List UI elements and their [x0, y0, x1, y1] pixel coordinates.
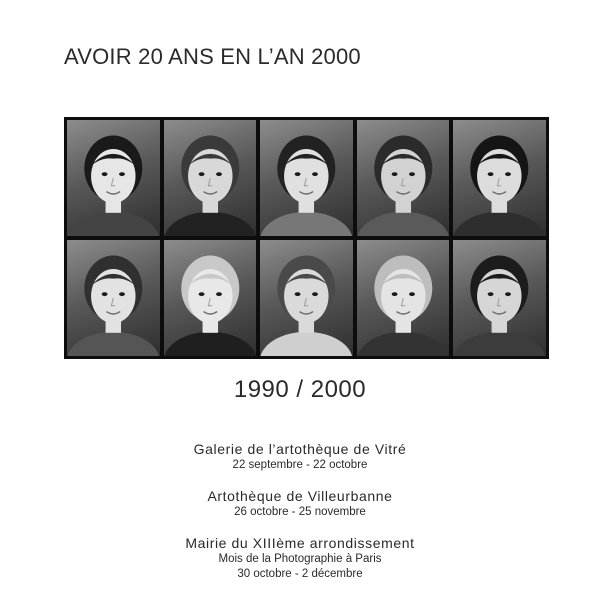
venue-dates: 26 octobre - 25 novembre [234, 506, 366, 518]
portrait-grid [64, 117, 549, 359]
portrait-photo-9 [357, 240, 450, 356]
portrait-girl-bangs-image [67, 120, 160, 236]
portrait-boy-dark-hair-image [453, 240, 546, 356]
portrait-photo-4 [357, 120, 450, 236]
shoulders-shape [260, 332, 353, 356]
shoulders-shape [357, 332, 450, 356]
eye-shape [295, 172, 301, 176]
eye-shape [295, 292, 301, 296]
eye-shape [198, 292, 204, 296]
shoulders-shape [164, 212, 257, 236]
venue-name: Mairie du XIIIème arrondissement [185, 535, 415, 551]
shoulders-shape [67, 212, 160, 236]
venue-paris [0, 535, 600, 582]
eye-shape [409, 292, 415, 296]
venue-dates: 30 octobre - 2 décembre [237, 568, 363, 580]
venue-name: Artothèque de Villeurbanne [207, 488, 393, 504]
portrait-photo-7 [164, 240, 257, 356]
shoulders-shape [453, 332, 546, 356]
shoulders-shape [67, 332, 160, 356]
page-title: AVOIR 20 ANS EN L’AN 2000 [64, 44, 361, 69]
portrait-photo-2 [164, 120, 257, 236]
shoulders-shape [453, 212, 546, 236]
portrait-boy-smiling-image [164, 120, 257, 236]
eye-shape [119, 292, 125, 296]
portrait-photo-10 [453, 240, 546, 356]
portrait-photo-5 [453, 120, 546, 236]
venue-villeurbanne [0, 488, 600, 520]
venue-event: Mois de la Photographie à Paris [218, 553, 382, 565]
eye-shape [488, 172, 494, 176]
portrait-boy-hand-chin-image [357, 120, 450, 236]
portrait-photo-8 [260, 240, 353, 356]
eye-shape [409, 172, 415, 176]
portrait-girl-open-mouth-image [453, 120, 546, 236]
portrait-boy-bowl-cut-image [260, 240, 353, 356]
venue-dates: 22 septembre - 22 octobre [232, 459, 368, 471]
eye-shape [391, 292, 397, 296]
eye-shape [391, 172, 397, 176]
eye-shape [312, 292, 318, 296]
eye-shape [102, 292, 108, 296]
eye-shape [119, 172, 125, 176]
portrait-photo-3 [260, 120, 353, 236]
portrait-girl-long-hair-image [260, 120, 353, 236]
eye-shape [198, 172, 204, 176]
years-heading: 1990 / 2000 [233, 376, 367, 403]
portrait-photo-1 [67, 120, 160, 236]
eye-shape [102, 172, 108, 176]
shoulders-shape [164, 332, 257, 356]
portrait-girl-blonde-image [164, 240, 257, 356]
shoulders-shape [357, 212, 450, 236]
eye-shape [216, 172, 222, 176]
venue-vitre [0, 441, 600, 473]
portrait-photo-6 [67, 240, 160, 356]
eye-shape [312, 172, 318, 176]
venue-name: Galerie de l’artothèque de Vitré [193, 441, 407, 457]
shoulders-shape [260, 212, 353, 236]
eye-shape [488, 292, 494, 296]
eye-shape [505, 292, 511, 296]
portrait-girl-hand-chin-image [357, 240, 450, 356]
portrait-boy-short-hair-image [67, 240, 160, 356]
eye-shape [505, 172, 511, 176]
eye-shape [216, 292, 222, 296]
